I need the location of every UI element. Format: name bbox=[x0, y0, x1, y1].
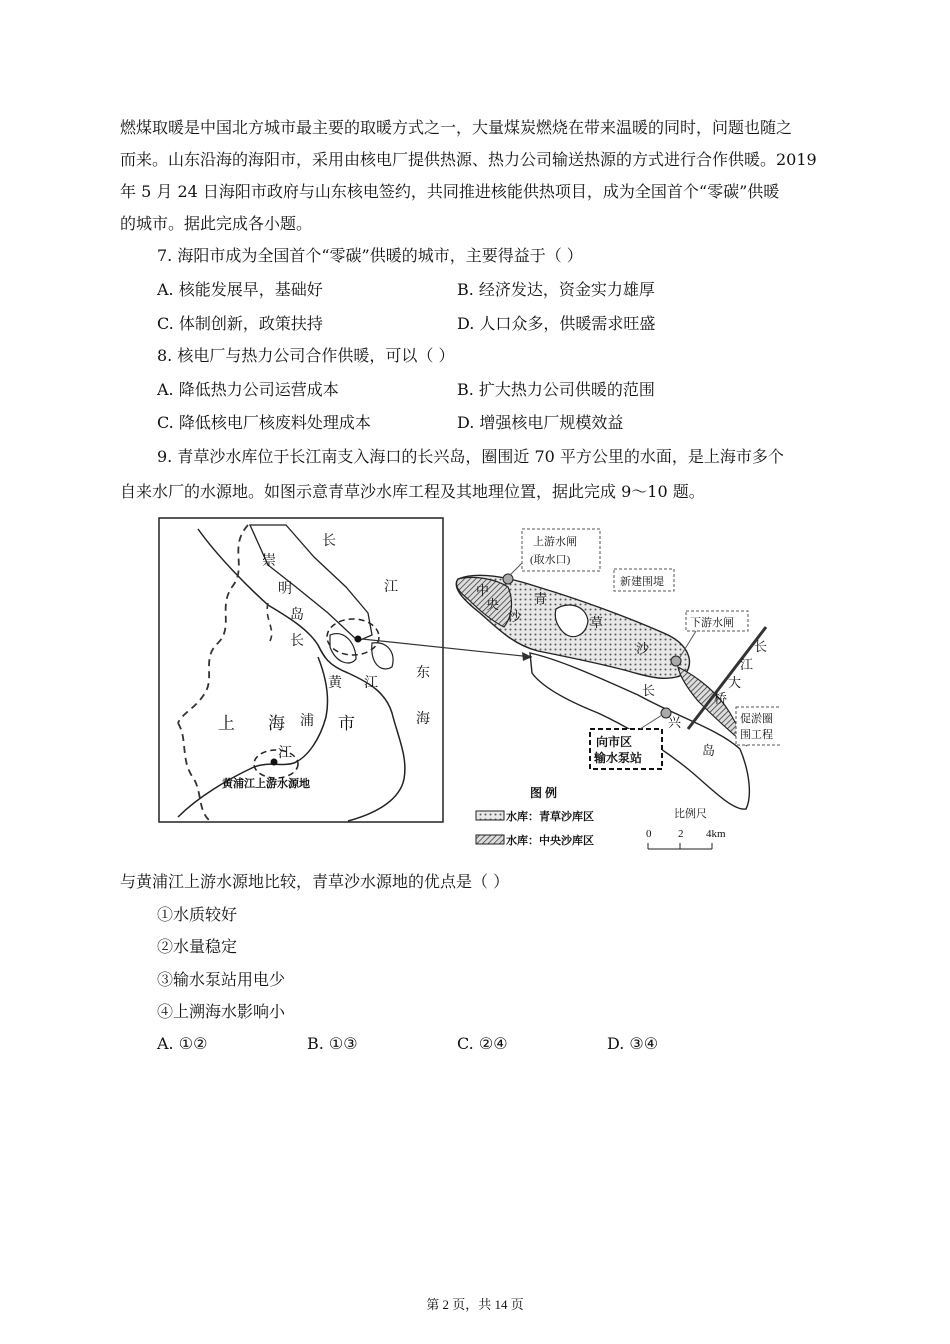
label-hai: 海 bbox=[268, 714, 285, 733]
chongming-island bbox=[250, 525, 372, 641]
label-bridge-chang: 长 bbox=[754, 639, 768, 654]
intro-line-3: 年 5 月 24 日海阳市政府与山东核电签约，共同推进核能供热项目，成为全国首个“零碳”供暖 bbox=[120, 182, 780, 201]
q7-option-a: A. 核能发展早，基础好 bbox=[157, 280, 323, 299]
q8-stem: 8. 核电厂与热力公司合作供暖，可以（ ） bbox=[157, 346, 455, 365]
q9-option-a: A. ①② bbox=[157, 1034, 208, 1053]
q7-stem: 7. 海阳市成为全国首个“零碳”供暖的城市，主要得益于（ ） bbox=[157, 246, 583, 265]
label-source: 黄浦江上游水源地 bbox=[222, 778, 310, 790]
scale-bar bbox=[648, 843, 712, 849]
label-xing: 兴 bbox=[668, 715, 682, 730]
q8-option-d: D. 增强核电厂规模效益 bbox=[457, 413, 624, 432]
qingcaosha-map-figure bbox=[158, 517, 780, 857]
intro-line-1: 燃煤取暖是中国北方城市最主要的取暖方式之一，大量煤炭燃烧在带来温暖的同时，问题也随之 bbox=[120, 118, 793, 137]
legend-swatch-1 bbox=[476, 811, 504, 820]
label-chong: 崇 bbox=[262, 554, 276, 569]
label-sha: 沙 bbox=[508, 609, 522, 624]
label-huang: 黄 bbox=[328, 676, 342, 691]
q8-option-b: B. 扩大热力公司供暖的范围 bbox=[457, 380, 655, 399]
q7-option-b: B. 经济发达，资金实力雄厚 bbox=[457, 280, 655, 299]
left-map-frame bbox=[159, 518, 443, 822]
label-intake: (取水口) bbox=[530, 554, 571, 566]
q8-option-c: C. 降低核电厂核废料处理成本 bbox=[157, 413, 371, 432]
scale-tick-4: 4km bbox=[706, 828, 726, 840]
upstream-gate-dot bbox=[503, 574, 513, 584]
label-new-dike: 新建围堤 bbox=[620, 576, 664, 588]
scale-tick-2: 2 bbox=[678, 828, 684, 840]
label-jiang-top: 江 bbox=[384, 580, 398, 595]
label-dao-island: 岛 bbox=[702, 743, 716, 758]
label-silt-2: 围工程 bbox=[740, 729, 773, 741]
q9-item-2: ②水量稳定 bbox=[157, 937, 238, 956]
label-upstream-gate: 上游水闸 bbox=[533, 536, 577, 548]
label-bridge-da: 大 bbox=[728, 675, 742, 690]
q9-question: 与黄浦江上游水源地比较，青草沙水源地的优点是（ ） bbox=[120, 872, 510, 891]
intro-line-4: 的城市。据此完成各小题。 bbox=[120, 214, 313, 233]
huangpu-source-dot bbox=[271, 759, 278, 766]
label-chang-top: 长 bbox=[322, 534, 336, 549]
label-hai2: 海 bbox=[416, 712, 430, 727]
huangpu-river bbox=[178, 657, 328, 817]
page-footer: 第 2 页，共 14 页 bbox=[426, 1297, 524, 1312]
label-sha2: 沙 bbox=[636, 641, 650, 656]
scale-tick-0: 0 bbox=[646, 828, 652, 840]
downstream-gate-dot bbox=[671, 656, 681, 666]
label-cao: 草 bbox=[590, 615, 604, 630]
label-silt-1: 促淤圈 bbox=[740, 713, 773, 725]
q9-item-3: ③输水泵站用电少 bbox=[157, 970, 286, 989]
label-downstream-gate: 下游水闸 bbox=[690, 617, 734, 629]
label-pump-1: 向市区 bbox=[596, 735, 633, 749]
label-shi: 市 bbox=[338, 714, 355, 733]
legend-item-2: 水库：中央沙库区 bbox=[506, 835, 594, 847]
label-bridge-qiao: 桥 bbox=[714, 691, 728, 706]
label-shang: 上 bbox=[218, 714, 235, 733]
q9-option-b: B. ①③ bbox=[307, 1034, 358, 1053]
legend-swatch-2 bbox=[476, 835, 504, 844]
q7-option-c: C. 体制创新，政策扶持 bbox=[157, 314, 323, 333]
q9-option-c: C. ②④ bbox=[457, 1034, 508, 1053]
label-jiang-low: 江 bbox=[278, 746, 292, 761]
label-pu: 浦 bbox=[300, 714, 314, 729]
q8-option-a: A. 降低热力公司运营成本 bbox=[157, 380, 339, 399]
province-boundary-2 bbox=[178, 723, 210, 821]
province-boundary-1 bbox=[178, 525, 248, 723]
legend-title: 图 例 bbox=[530, 786, 558, 800]
zoom-arrow-line bbox=[362, 639, 532, 657]
label-bridge-jiang: 江 bbox=[740, 657, 754, 672]
legend-item-1: 水库：青草沙库区 bbox=[506, 811, 594, 823]
label-chang-island: 长 bbox=[642, 683, 656, 698]
label-zhong: 中 bbox=[476, 583, 490, 598]
label-dong: 东 bbox=[416, 666, 430, 681]
q9-item-1: ①水质较好 bbox=[157, 905, 238, 924]
label-dao: 岛 bbox=[290, 608, 304, 623]
scale-title: 比例尺 bbox=[674, 808, 707, 820]
intro-line-2: 而来。山东沿海的海阳市，采用由核电厂提供热源、热力公司输送热源的方式进行合作供暖。2019 bbox=[120, 150, 817, 169]
label-jiang-mid: 江 bbox=[364, 676, 378, 691]
label-pump-2: 输水泵站 bbox=[594, 751, 643, 765]
label-yang: 央 bbox=[486, 597, 500, 612]
q9-item-4: ④上溯海水影响小 bbox=[157, 1002, 286, 1021]
district-boundary bbox=[267, 603, 272, 641]
qingcaosha-dot bbox=[355, 636, 362, 643]
label-ming: 明 bbox=[278, 582, 292, 597]
label-qing: 青 bbox=[534, 591, 548, 606]
label-chang-mid: 长 bbox=[290, 634, 304, 649]
q9-stem-line-1: 9. 青草沙水库位于长江南支入海口的长兴岛，圈围近 70 平方公里的水面，是上海市多个 bbox=[157, 447, 784, 466]
q7-option-d: D. 人口众多，供暖需求旺盛 bbox=[457, 314, 656, 333]
q9-stem-line-2: 自来水厂的水源地。如图示意青草沙水库工程及其地理位置，据此完成 9～10 题。 bbox=[120, 482, 705, 501]
q9-option-d: D. ③④ bbox=[607, 1034, 659, 1053]
